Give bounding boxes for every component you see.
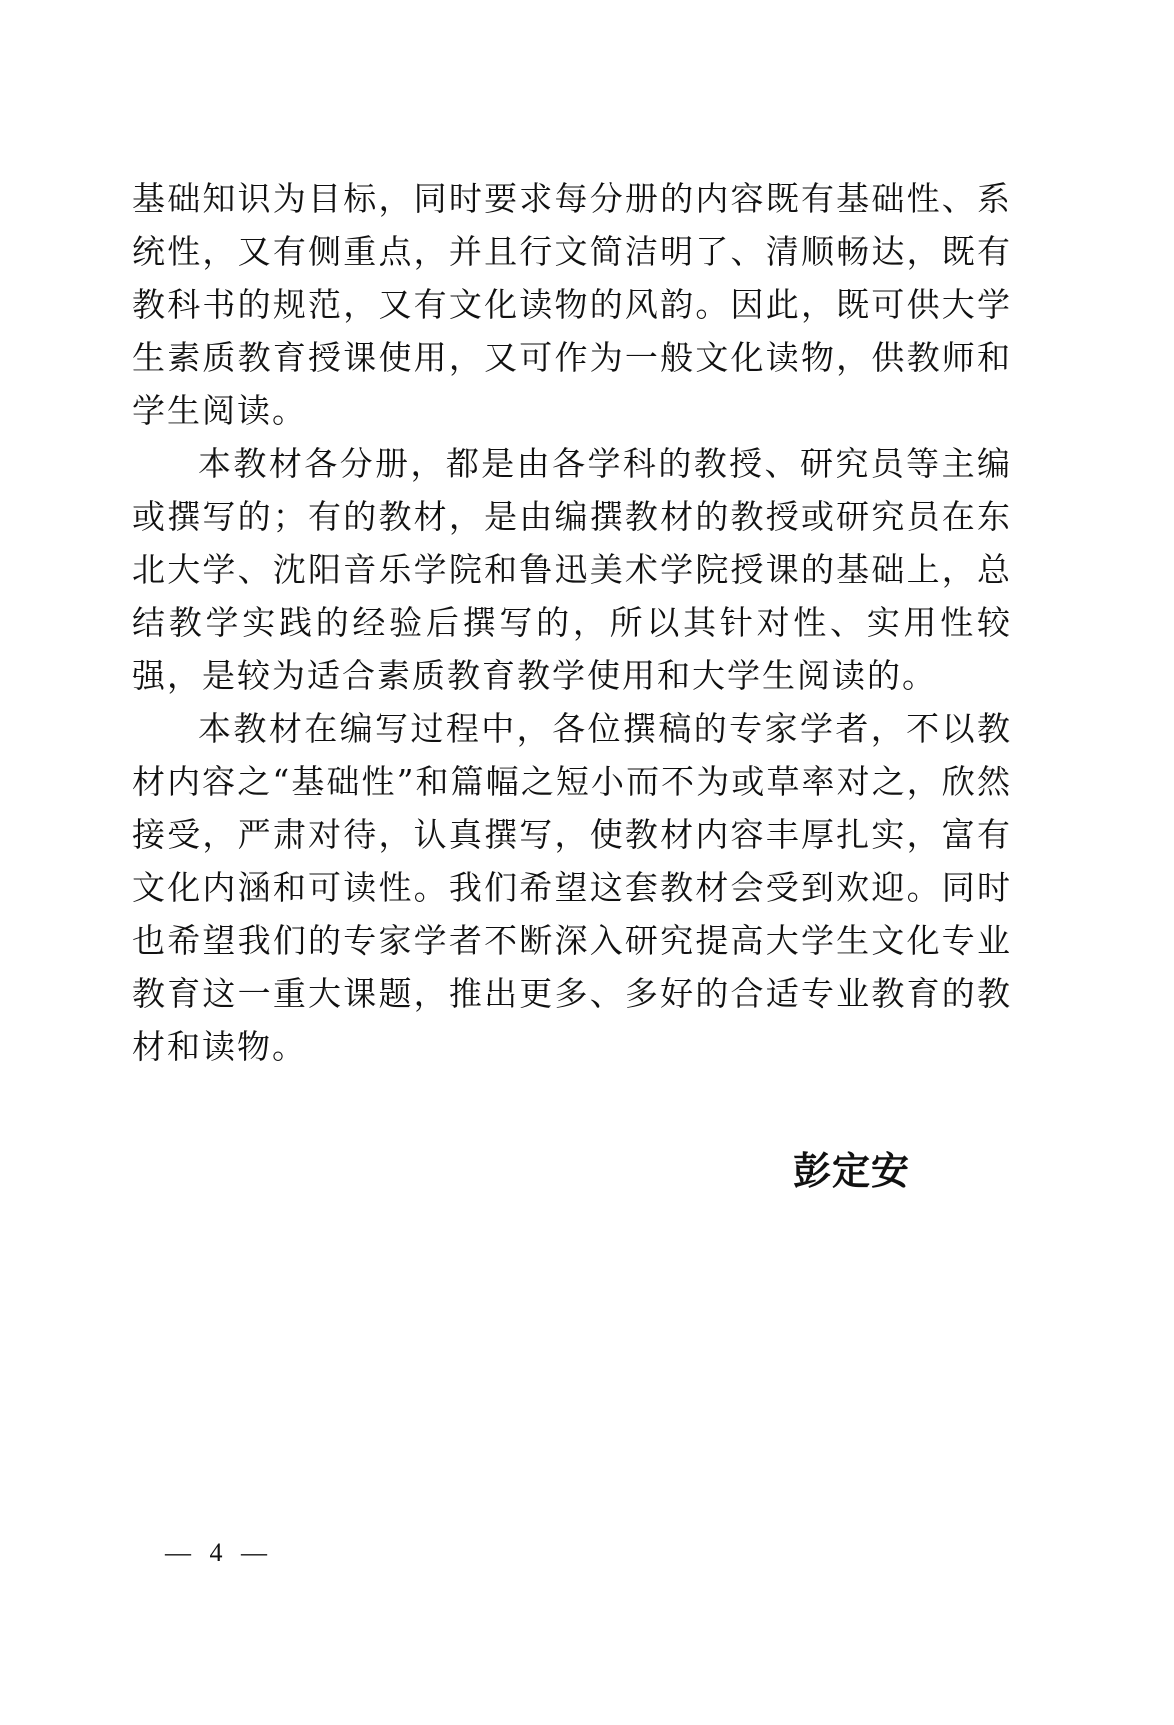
- body-text: [132, 172, 1012, 1073]
- paragraph-2: 本教材各分册，都是由各学科的教授、研究员等主编或撰写的；有的教材，是由编撰教材的教授或研究员在东北大学、沈阳音乐学院和鲁迅美术学院授课的基础上，总结教学实践的经验后撰写的，所以其针对性、实用性较强，是较为适合素质教育教学使用和大学生阅读的。: [132, 444, 1012, 695]
- page-number: — 4 —: [165, 1538, 273, 1567]
- author-signature: 彭定安: [793, 1149, 911, 1193]
- paragraph-3: 本教材在编写过程中，各位撰稿的专家学者，不以教材内容之“基础性”和篇幅之短小而不为或草率对之，欣然接受，严肃对待，认真撰写，使教材内容丰厚扎实，富有文化内涵和可读性。我们希望这套教材会受到欢迎。同时也希望我们的专家学者不断深入研究提高大学生文化专业教育这一重大课题，推出更多、多好的合适专业教育的教材和读物。: [132, 709, 1012, 1066]
- paragraph-1: 基础知识为目标，同时要求每分册的内容既有基础性、系统性，又有侧重点，并且行文简洁明了、清顺畅达，既有教科书的规范，又有文化读物的风韵。因此，既可供大学生素质教育授课使用，又可作为一般文化读物，供教师和学生阅读。: [132, 179, 1012, 430]
